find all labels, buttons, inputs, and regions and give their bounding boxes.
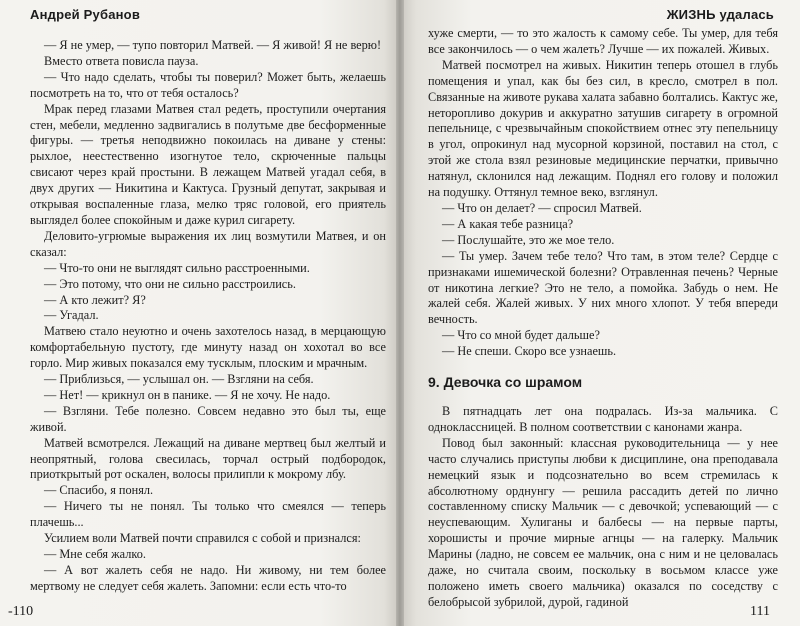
paragraph: Вместо ответа повисла пауза. — [44, 53, 199, 68]
right-page — [400, 0, 800, 626]
paragraph: — Угадал. — [44, 308, 99, 323]
paragraph: — Что он делает? — спросил Матвей. — [442, 200, 642, 215]
paragraph: Матвей посмотрел на живых. Никитин теперь отошел в глубь помещения и упал, как бы без сил, в кресло, смотрел в пол. Связанные на животе рукава халата забавно болтались. Кактус же, неторопливо докурив и аккуратно затушив сигарету в огромной пепельнице, с чрезвычайным спокойствием отнес эту пепельницу в угол, опрокинул над мусорной корзиной, поставил на стол, с этой же стола взял резиновые медицинские перчатки, привычно натянул, склонился над лежащим. Поднял его голову и положил на подушку. Оттянул темное веко, взглянул. — [428, 57, 778, 200]
paragraph: — Взгляни. Тебе полезно. Совсем недавно это был ты, еще живой. — [30, 403, 386, 434]
chapter-title: 9. Девочка со шрамом — [428, 374, 583, 391]
paragraph: — Спасибо, я понял. — [44, 483, 154, 498]
paragraph: — Что-то они не выглядят сильно расстроенными. — [44, 260, 310, 275]
running-head-title: ЖИЗНЬ удалась — [666, 7, 774, 22]
paragraph: В пятнадцать лет она подралась. Из-за мальчика. С одноклассницей. В полном соответствии с канонами жанра. — [428, 404, 778, 434]
paragraph: Деловито-угрюмые выражения их лиц возмутили Матвея, и он сказал: — [30, 228, 386, 259]
right-page-text — [428, 26, 778, 611]
paragraph: — Не спеши. Скоро все узнаешь. — [442, 344, 617, 359]
paragraph: — Послушайте, это же мое тело. — [442, 232, 615, 247]
paragraph: — А какая тебе разница? — [442, 216, 574, 231]
paragraph: Матвею стало неуютно и очень захотелось назад, в мерцающую комфортабельную пустоту, где минуту назад он хохотал во все горло. Мир живых показался ему тусклым, плоским и мрачным. — [30, 324, 386, 371]
paragraph: Повод был законный: классная руководительница — у нее часто случались приступы любви к дисциплине, она преподавала немецкий язык и подсознательно во всем стремилась к абсолютному орднунгу — решила рассадить детей по лично составленному списку Мальчик — с девочкой; успевающий — с неуспевающим. Хулиганы и балбесы — на первые парты, хорошисты и прочие мирные агнцы — на галерку. Мальчик Марины (ладно, не совсем ее мальчик, она с ним и не целовалась даже, но считала своим, поскольку в восьмом классе уже положено иметь своего мальчика) оказался по соседству с белобрысой зубрилой, дурой, гадиной — [428, 435, 778, 609]
running-head-author: Андрей Рубанов — [30, 7, 141, 22]
paragraph: — Что со мной будет дальше? — [442, 328, 600, 343]
paragraph: хуже смерти, — то это жалость к самому себе. Ты умер, для тебя все закончилось — о чем жалеть? Лучше — их пожалей. Живых. — [428, 26, 778, 56]
paragraph: — Мне себя жалко. — [44, 547, 146, 561]
paragraph: — Я не умер, — тупо повторил Матвей. — Я живой! Я не верю! — [44, 38, 382, 52]
page-number-right: 111 — [750, 604, 770, 619]
paragraph: Матвей всмотрелся. Лежащий на диване мертвец был желтый и неопрятный, голова свесилась, торчал острый подбородок, приоткрытый рот оскален, волосы прилипли к мокрому лбу. — [30, 435, 386, 482]
page-number-left: -110 — [8, 604, 34, 619]
paragraph: — Ты умер. Зачем тебе тело? Что там, в этом теле? Сердце с признаками ишемической болезни? Отравленная печень? Черные от никотина легкие? Это не тело, а помойка. Забудь о нем. Не жалей себя. Жалей живых. У них много хлопот. У тебя впереди вечность. — [428, 248, 778, 327]
paragraph: — Нет! — крикнул он в панике. — Я не хочу. Не надо. — [44, 387, 331, 402]
paragraph: — Ничего ты не понял. Ты только что смеялся — теперь плачешь... — [30, 499, 386, 530]
paragraph: — А кто лежит? Я? — [44, 292, 146, 307]
paragraph: — Что надо сделать, чтобы ты поверил? Может быть, желаешь посмотреть на то, что от тебя осталось? — [30, 69, 386, 100]
paragraph: — Это потому, что они не сильно расстроились. — [44, 276, 296, 291]
paragraph: Мрак перед глазами Матвея стал редеть, проступили очертания стен, мебели, медленно задвигались в полутьме две бесформенные фигуры. — третья неподвижно покоилась на диване у стены: рыхлое, неестественно изогнутое тело, скрюченные пальцы свисают через край простыни. В лежащем Матвей угадал себя, в двух других — Никитина и Кактуса. Грузный депутат, закрывая и открывая воспаленные глаза, мелко тряс головой, его приятель выглядел более спокойным и даже курил сигарету. — [30, 101, 386, 227]
paragraph: — А вот жалеть себя не надо. Ни живому, ни тем более мертвому не следует себя жалеть. Запомни: если есть что-то — [30, 562, 386, 593]
paragraph: Усилием воли Матвей почти справился с собой и признался: — [44, 531, 361, 546]
left-page-text — [30, 38, 386, 595]
paragraph: — Приблизься, — услышал он. — Взгляни на себя. — [44, 372, 314, 387]
